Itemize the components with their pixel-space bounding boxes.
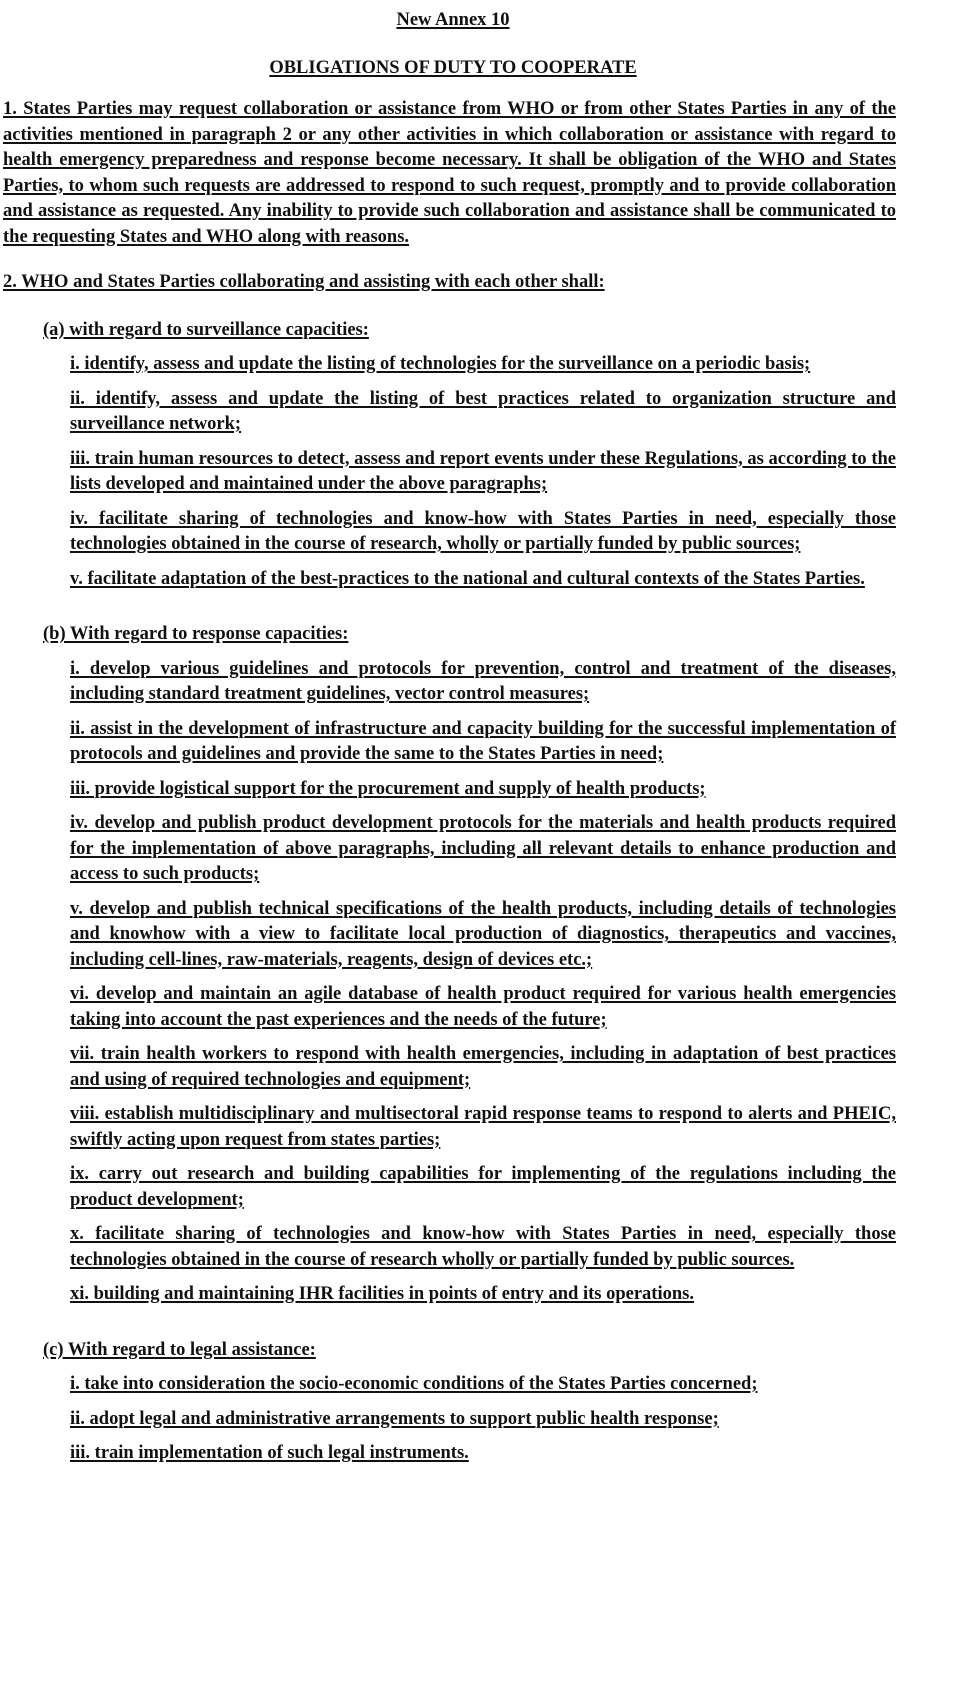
section-b-item	[70, 811, 896, 888]
section-c-item	[70, 1407, 896, 1433]
section-b-item-text: iv. develop and publish product development protocols for the materials and health products required for the implementation of above paragraphs, including all relevant details to enhance production and access to such products;	[70, 813, 896, 884]
section-b-list	[3, 657, 966, 1308]
document-title-text: New Annex 10	[396, 10, 510, 30]
section-b-item-text: xi. building and maintaining IHR facilities in points of entry and its operations.	[70, 1284, 694, 1304]
section-a-item-text: i. identify, assess and update the listing of technologies for the surveillance on a periodic basis;	[70, 354, 811, 374]
section-c-item-text: iii. train implementation of such legal instruments.	[70, 1443, 469, 1463]
section-a-item-text: v. facilitate adaptation of the best-practices to the national and cultural contexts of the States Parties.	[70, 568, 865, 589]
section-b-item-text: v. develop and publish technical specifications of the health products, including details of technologies and knowhow with a view to facilitate local production of diagnostics, therapeutics and vaccines, including cell-lines, raw-materials, reagents, design of devices etc.;	[70, 898, 896, 970]
section-b-item	[70, 1042, 896, 1093]
section-b-item	[70, 1282, 896, 1308]
section-b-item	[70, 1222, 896, 1273]
section-b-item	[70, 777, 896, 803]
document-subtitle	[3, 56, 903, 82]
section-c-heading	[3, 1338, 966, 1364]
section-a-heading	[3, 318, 966, 344]
document-subtitle-text: OBLIGATIONS OF DUTY TO COOPERATE	[269, 57, 637, 78]
section-a-item-text: ii. identify, assess and update the listing of best practices related to organization structure and surveillance network;	[70, 388, 896, 434]
section-a-item	[70, 567, 896, 593]
section-a-item-text: iv. facilitate sharing of technologies and know-how with States Parties in need, especially those technologies obtained in the course of research, wholly or partially funded by public sources;	[70, 508, 896, 554]
section-a-item	[70, 447, 896, 498]
section-b-item-text: x. facilitate sharing of technologies and know-how with States Parties in need, especially those technologies obtained in the course of research wholly or partially funded by public sources.	[70, 1224, 896, 1270]
section-a-item	[70, 352, 896, 378]
section-b-item-text: i. develop various guidelines and protocols for prevention, control and treatment of the diseases, including standard treatment guidelines, vector control measures;	[70, 658, 896, 704]
section-b-item-text: vii. train health workers to respond with health emergencies, including in adaptation of best practices and using of required technologies and equipment;	[70, 1044, 896, 1090]
paragraph-1	[3, 97, 896, 250]
section-b-item	[70, 717, 896, 768]
section-c-item	[70, 1441, 896, 1467]
paragraph-1-text: 1. States Parties may request collaboration or assistance from WHO or from other States Parties in any of the activities mentioned in paragraph 2 or any other activities in which collaboration or assistance with regard to health emergency preparedness and response become necessary. It shall be obligation of the WHO and States Parties, to whom such requests are addressed to respond to such request, promptly and to provide collaboration and assistance as requested. Any inability to provide such collaboration and assistance shall be communicated to the requesting States and WHO along with reasons.	[3, 99, 896, 247]
document-title	[3, 8, 903, 34]
section-b-item-text: ix. carry out research and building capabilities for implementing of the regulations including the product development;	[70, 1164, 896, 1210]
section-b-item	[70, 897, 896, 974]
section-c-heading-text: (c) With regard to legal assistance:	[43, 1339, 316, 1360]
section-b-item-text: ii. assist in the development of infrastructure and capacity building for the successful implementation of protocols and guidelines and provide the same to the States Parties in need;	[70, 718, 896, 764]
section-a-item-text: iii. train human resources to detect, assess and report events under these Regulations, as according to the lists developed and maintained under the above paragraphs;	[70, 448, 896, 494]
paragraph-2	[3, 270, 896, 296]
paragraph-2-text: 2. WHO and States Parties collaborating and assisting with each other shall:	[3, 272, 605, 292]
section-b-item-text: vi. develop and maintain an agile database of health product required for various health emergencies taking into account the past experiences and the needs of the future;	[70, 984, 896, 1030]
section-b-heading	[3, 622, 966, 648]
section-c-list	[3, 1372, 966, 1467]
section-b-item-text: viii. establish multidisciplinary and multisectoral rapid response teams to respond to alerts and PHEIC, swiftly acting upon request from states parties;	[70, 1104, 896, 1150]
section-c-item	[70, 1372, 896, 1398]
section-a-item	[70, 387, 896, 438]
section-b-heading-text: (b) With regard to response capacities:	[43, 624, 349, 644]
section-c-item-text: ii. adopt legal and administrative arrangements to support public health response;	[70, 1408, 719, 1429]
section-b-item	[70, 657, 896, 708]
section-c-item-text: i. take into consideration the socio-economic conditions of the States Parties concerned;	[70, 1374, 758, 1394]
section-b-item-text: iii. provide logistical support for the procurement and supply of health products;	[70, 778, 706, 799]
section-a-heading-text: (a) with regard to surveillance capacities:	[43, 319, 369, 340]
section-a-item	[70, 507, 896, 558]
section-b-item	[70, 1162, 896, 1213]
section-b-item	[70, 1102, 896, 1153]
section-a-list	[3, 352, 966, 592]
section-b-item	[70, 982, 896, 1033]
